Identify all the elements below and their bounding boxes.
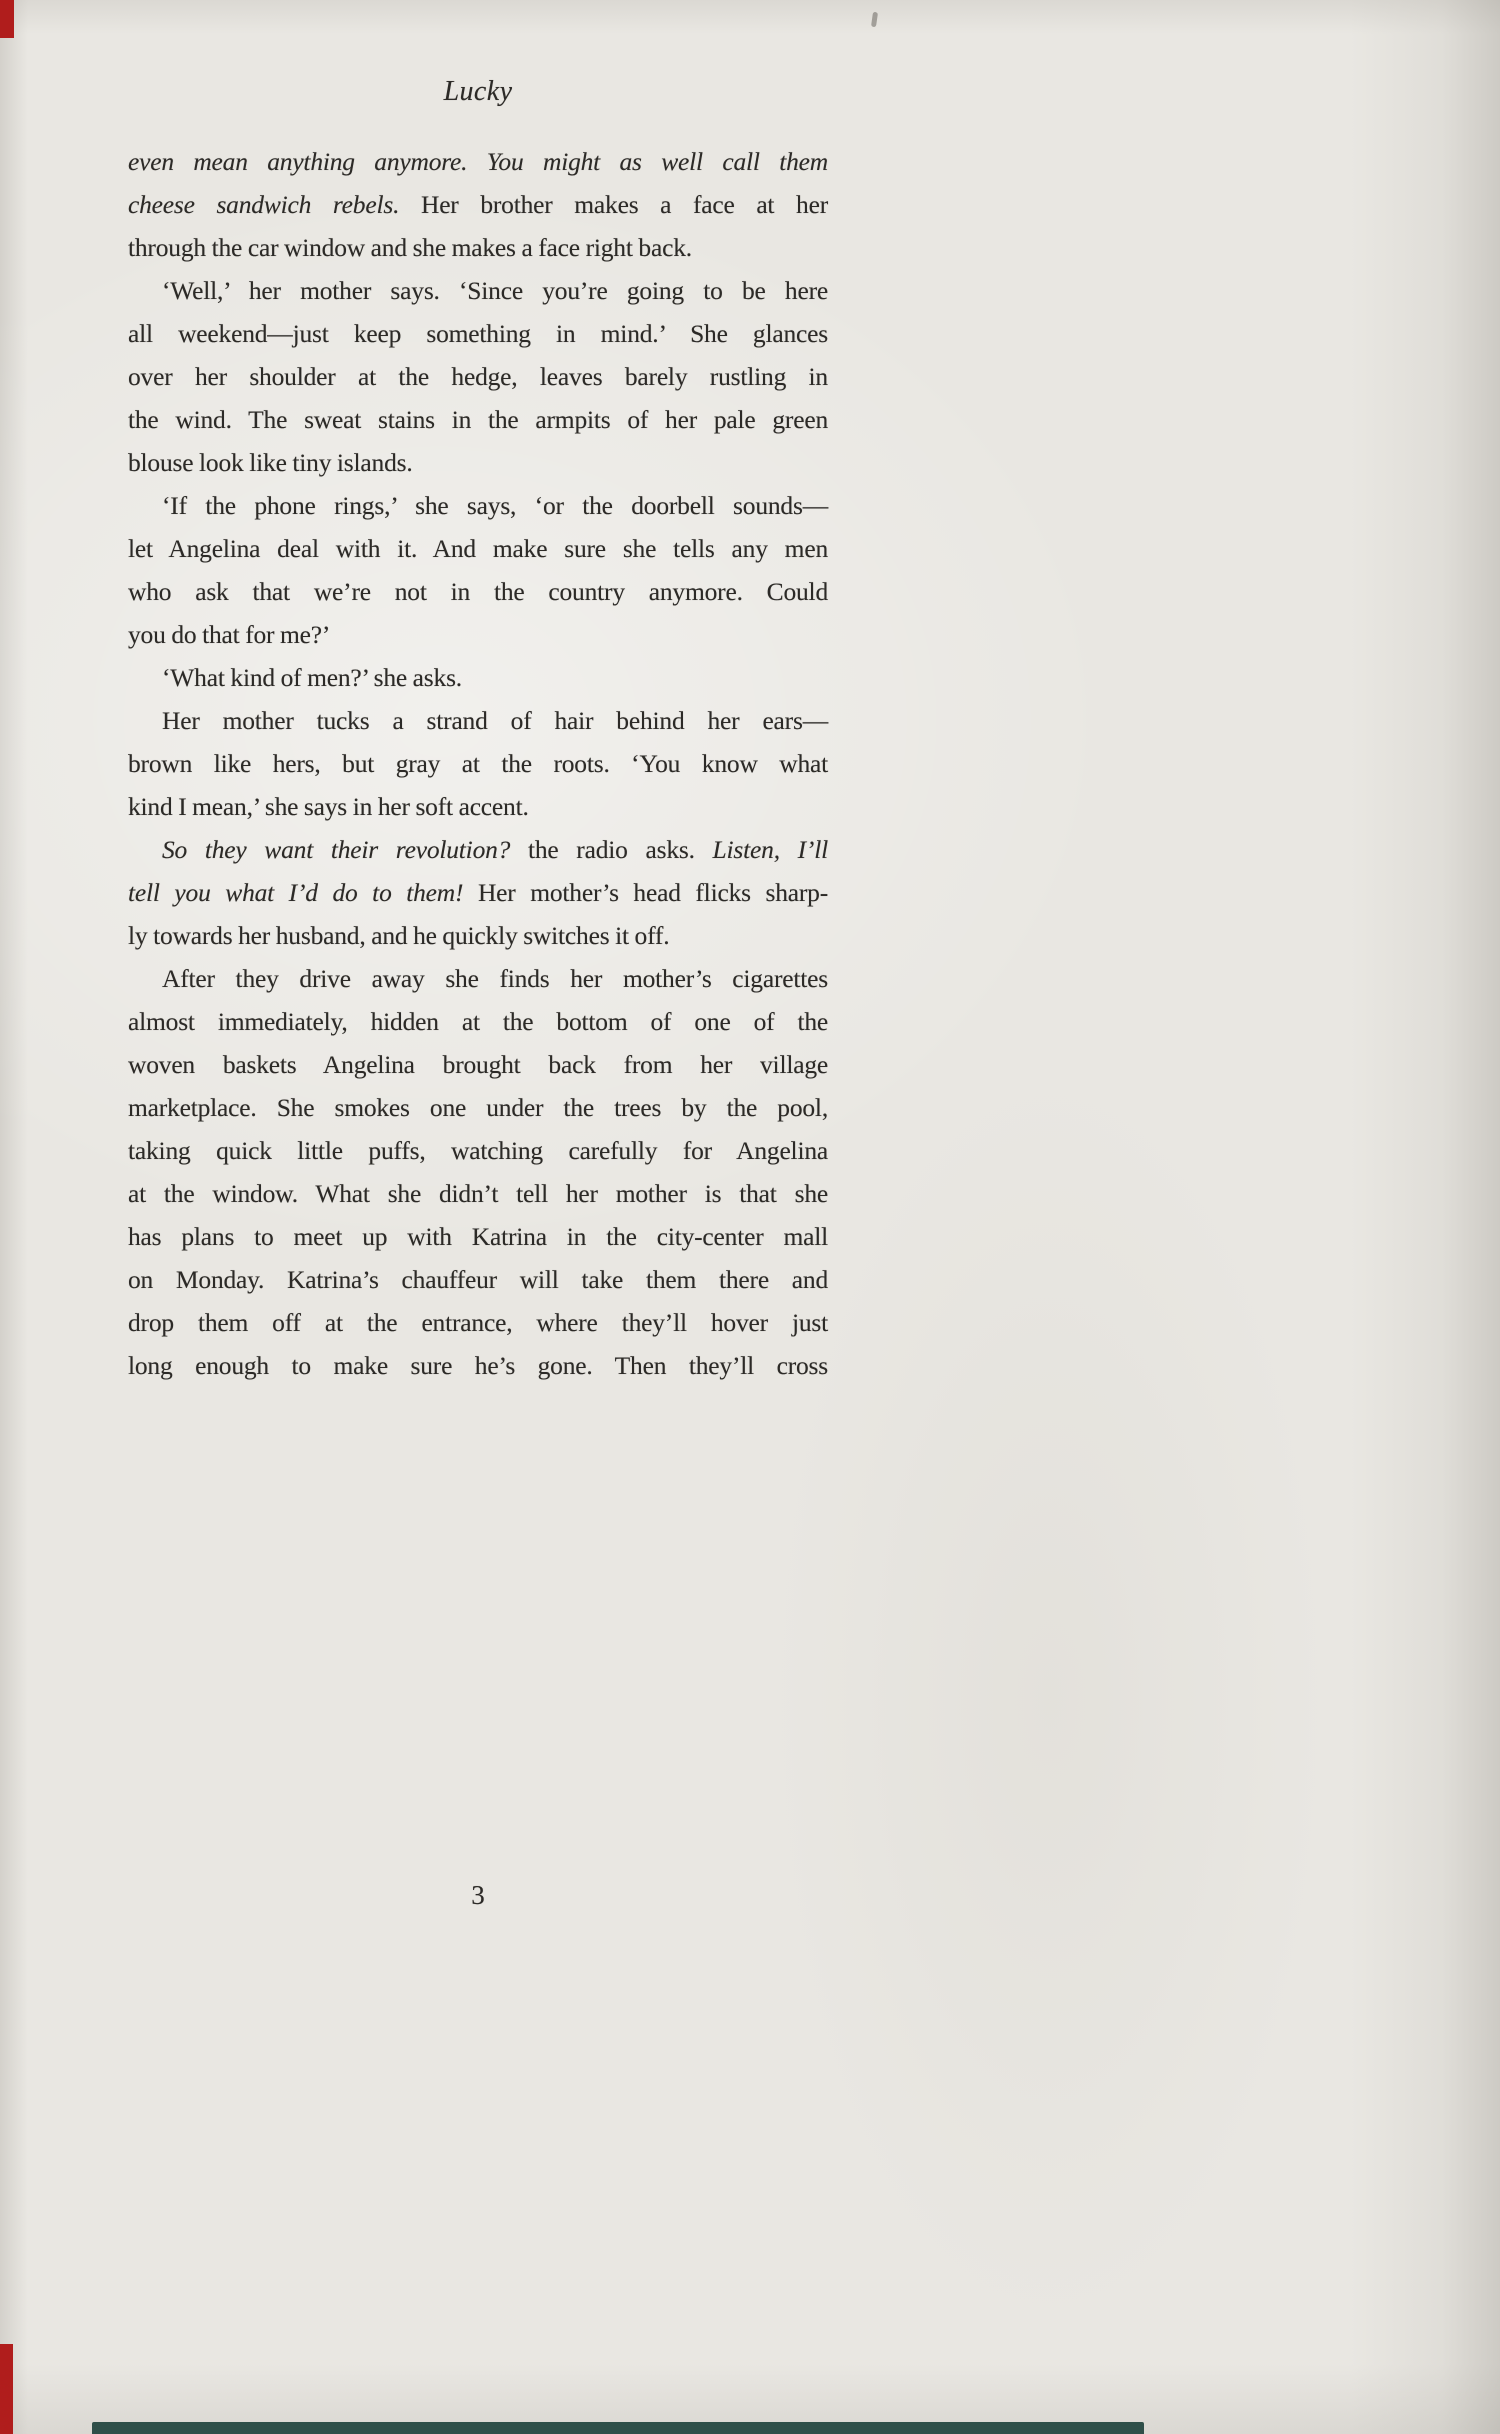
text-line (128, 613, 828, 656)
text-segment: let Angelina deal with it. And make sure she tells any men (128, 534, 828, 563)
text-segment-italic: even mean anything anymore. You might as well call them (128, 147, 828, 176)
text-segment: through the car window and she makes a face right back. (128, 233, 692, 262)
text-line (128, 785, 828, 828)
text-line (128, 1172, 828, 1215)
text-line (128, 1258, 828, 1301)
text-line (128, 398, 828, 441)
text-line (128, 355, 828, 398)
text-line (128, 871, 828, 914)
text-line (128, 1344, 828, 1387)
text-line (128, 226, 828, 269)
text-line (128, 1129, 828, 1172)
text-line (128, 140, 828, 183)
text-line (128, 183, 828, 226)
text-segment: ‘If the phone rings,’ she says, ‘or the doorbell sounds— (162, 491, 828, 520)
text-segment: over her shoulder at the hedge, leaves barely rustling in (128, 362, 828, 391)
text-segment: taking quick little puffs, watching carefully for Angelina (128, 1136, 828, 1165)
text-segment: ‘Well,’ her mother says. ‘Since you’re going to be here (162, 276, 828, 305)
book-spine-red-strip-top (0, 0, 14, 38)
text-line (128, 957, 828, 1000)
text-segment: Her mother tucks a strand of hair behind her ears— (162, 706, 828, 735)
text-line (128, 570, 828, 613)
text-segment: has plans to meet up with Katrina in the city-center mall (128, 1222, 828, 1251)
text-line (128, 742, 828, 785)
text-line (128, 656, 828, 699)
text-line (128, 1301, 828, 1344)
page-number: 3 (471, 1880, 485, 1910)
text-segment: long enough to make sure he’s gone. Then they’ll cross (128, 1351, 828, 1380)
text-segment: all weekend—just keep something in mind.’ She glances (128, 319, 828, 348)
running-header-title: Lucky (443, 76, 513, 107)
text-segment: you do that for me?’ (128, 620, 331, 649)
text-line (128, 828, 828, 871)
text-line (128, 914, 828, 957)
text-line (128, 699, 828, 742)
text-segment: on Monday. Katrina’s chauffeur will take them there and (128, 1265, 828, 1294)
text-segment: almost immediately, hidden at the bottom of one of the (128, 1007, 828, 1036)
text-line (128, 527, 828, 570)
text-segment: drop them off at the entrance, where they’ll hover just (128, 1308, 828, 1337)
text-segment-italic: cheese sandwich rebels. (128, 190, 400, 219)
text-segment: marketplace. She smokes one under the trees by the pool, (128, 1093, 828, 1122)
text-segment: Her mother’s head flicks sharp- (463, 878, 828, 907)
text-segment: woven baskets Angelina brought back from her village (128, 1050, 828, 1079)
text-segment: After they drive away she finds her mother’s cigarettes (162, 964, 828, 993)
text-line (128, 441, 828, 484)
text-line (128, 1215, 828, 1258)
body-text (128, 140, 828, 1387)
text-line (128, 269, 828, 312)
book-spine-red-strip-bottom (0, 2344, 13, 2434)
text-segment: the wind. The sweat stains in the armpits of her pale green (128, 405, 828, 434)
text-segment: ‘What kind of men?’ she asks. (162, 663, 462, 692)
text-segment: brown like hers, but gray at the roots. ‘You know what (128, 749, 828, 778)
text-segment: the radio asks. (510, 835, 713, 864)
text-segment: Her brother makes a face at her (399, 190, 828, 219)
text-segment-italic: tell you what I’d do to them! (128, 878, 464, 907)
text-segment: blouse look like tiny islands. (128, 448, 413, 477)
text-line (128, 1000, 828, 1043)
text-line (128, 1086, 828, 1129)
text-line (128, 1043, 828, 1086)
text-segment-italic: So they want their revolution? (162, 835, 511, 864)
bottom-edge-strip (92, 2422, 1144, 2434)
text-segment: at the window. What she didn’t tell her mother is that she (128, 1179, 828, 1208)
text-segment: kind I mean,’ she says in her soft accent. (128, 792, 529, 821)
text-line (128, 312, 828, 355)
text-segment: ly towards her husband, and he quickly switches it off. (128, 921, 670, 950)
scan-speck (871, 12, 878, 28)
text-segment: who ask that we’re not in the country anymore. Could (128, 577, 828, 606)
text-line (128, 484, 828, 527)
text-segment-italic: Listen, I’ll (712, 835, 828, 864)
